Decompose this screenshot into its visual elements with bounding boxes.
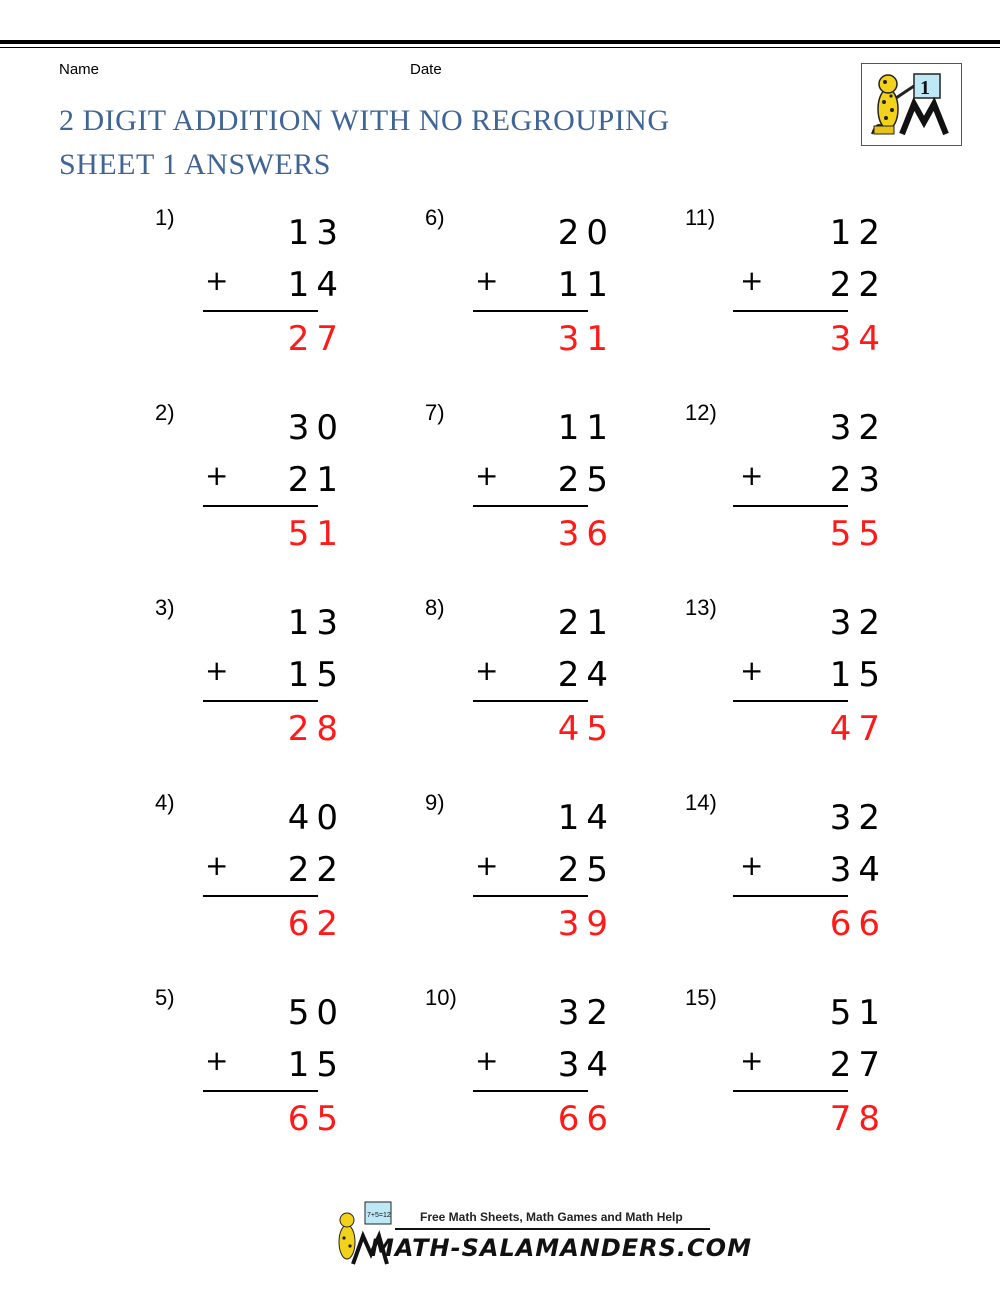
addend-bottom: 22 [287,850,345,890]
problem-number: 1) [155,205,175,230]
problem-8 [425,595,645,755]
addend-bottom: 15 [829,655,887,695]
plus-sign: + [740,264,764,297]
answer-line [203,505,318,507]
answer-line [473,310,588,312]
addend-bottom: 24 [557,655,615,695]
addend-top: 11 [557,408,615,448]
addend-bottom: 23 [829,460,887,500]
problem-12 [685,400,905,560]
answer-line [203,895,318,897]
answer-line [473,505,588,507]
answer-value: 66 [829,904,887,944]
answer-line [473,1090,588,1092]
addend-bottom: 22 [829,265,887,305]
page-title: 2 DIGIT ADDITION WITH NO REGROUPING [59,104,670,137]
problem-13 [685,595,905,755]
answer-value: 66 [557,1099,615,1139]
problem-number: 7) [425,400,445,425]
answer-value: 62 [287,904,345,944]
addend-bottom: 25 [557,460,615,500]
problem-6 [425,205,645,365]
answer-line [203,700,318,702]
answer-line [733,895,848,897]
svg-text:1: 1 [920,77,930,99]
addend-top: 12 [829,213,887,253]
plus-sign: + [205,654,229,687]
top-rule-thin [0,47,1000,48]
problem-14 [685,790,905,950]
answer-value: 31 [557,319,615,359]
problem-number: 15) [685,985,717,1010]
problem-15 [685,985,905,1145]
problem-number: 11) [685,205,716,230]
addend-bottom: 15 [287,655,345,695]
plus-sign: + [475,654,499,687]
answer-value: 39 [557,904,615,944]
answer-line [203,310,318,312]
problem-7 [425,400,645,560]
footer-tagline: Free Math Sheets, Math Games and Math Help [420,1210,683,1224]
addend-top: 32 [829,603,887,643]
answer-value: 28 [287,709,345,749]
addend-top: 20 [557,213,615,253]
addend-bottom: 15 [287,1045,345,1085]
addend-bottom: 21 [287,460,345,500]
footer-brand: MATH-SALAMANDERS.COM [370,1234,752,1262]
answer-value: 55 [829,514,887,554]
addend-top: 13 [287,213,345,253]
addend-bottom: 27 [829,1045,887,1085]
plus-sign: + [475,849,499,882]
answer-line [733,700,848,702]
plus-sign: + [475,264,499,297]
problem-number: 6) [425,205,445,230]
problem-number: 10) [425,985,457,1010]
problem-number: 9) [425,790,445,815]
problem-number: 3) [155,595,175,620]
date-label: Date [410,61,442,78]
addend-bottom: 25 [557,850,615,890]
page-subtitle: SHEET 1 ANSWERS [59,148,331,181]
plus-sign: + [205,849,229,882]
plus-sign: + [205,264,229,297]
problem-number: 4) [155,790,175,815]
problem-number: 2) [155,400,175,425]
answer-line [203,1090,318,1092]
answer-line [473,700,588,702]
plus-sign: + [205,459,229,492]
addend-bottom: 14 [287,265,345,305]
plus-sign: + [475,1044,499,1077]
addend-top: 21 [557,603,615,643]
answer-line [473,895,588,897]
svg-text:7+5=12: 7+5=12 [367,1212,391,1219]
answer-value: 45 [557,709,615,749]
plus-sign: + [740,654,764,687]
answer-line [733,505,848,507]
problem-number: 12) [685,400,717,425]
answer-line [733,1090,848,1092]
problem-1 [155,205,375,365]
problem-9 [425,790,645,950]
addend-bottom: 34 [829,850,887,890]
plus-sign: + [475,459,499,492]
addend-top: 32 [829,408,887,448]
problem-2 [155,400,375,560]
answer-value: 51 [287,514,345,554]
plus-sign: + [740,1044,764,1077]
addend-top: 13 [287,603,345,643]
addend-top: 50 [287,993,345,1033]
answer-value: 36 [557,514,615,554]
answer-value: 34 [829,319,887,359]
salamander-icon [862,64,961,145]
answer-value: 78 [829,1099,887,1139]
problem-number: 14) [685,790,717,815]
top-rule-thick [0,40,1000,44]
problem-number: 8) [425,595,445,620]
salamander-logo [861,63,962,146]
problem-number: 13) [685,595,717,620]
answer-value: 47 [829,709,887,749]
plus-sign: + [205,1044,229,1077]
problem-11 [685,205,905,365]
addend-top: 51 [829,993,887,1033]
problem-10 [425,985,645,1145]
problem-number: 5) [155,985,175,1010]
addend-top: 32 [829,798,887,838]
plus-sign: + [740,849,764,882]
addend-top: 32 [557,993,615,1033]
addend-bottom: 11 [557,265,615,305]
name-label: Name [59,61,100,78]
answer-line [733,310,848,312]
problem-3 [155,595,375,755]
problem-5 [155,985,375,1145]
addend-top: 14 [557,798,615,838]
addend-top: 40 [287,798,345,838]
plus-sign: + [740,459,764,492]
answer-value: 27 [287,319,345,359]
addend-bottom: 34 [557,1045,615,1085]
addend-top: 30 [287,408,345,448]
answer-value: 65 [287,1099,345,1139]
problem-4 [155,790,375,950]
